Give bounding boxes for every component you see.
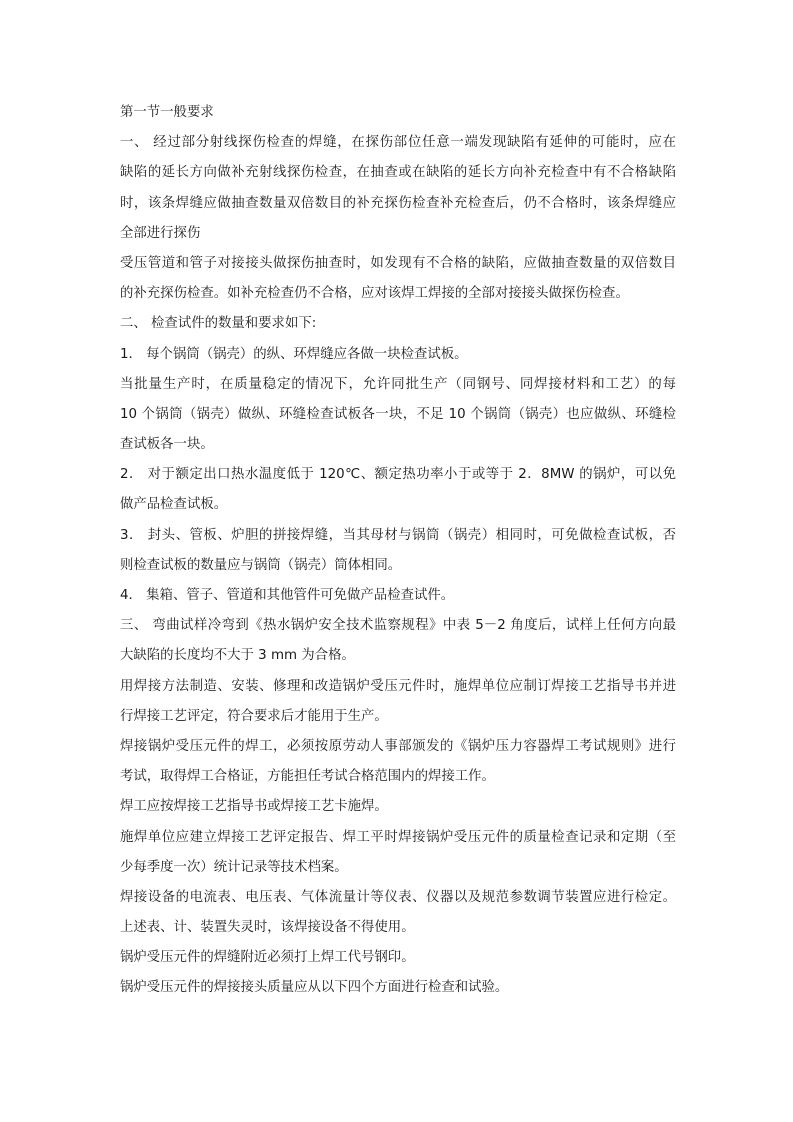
text-line: 3． 封头、管板、炉胆的拼接焊缝，当其母材与锅筒（锅壳）相同时，可免做检查试板，否 — [120, 527, 676, 543]
text-line: 焊接设备的电流表、电压表、气体流量计等仪表、仪器以及规范参数调节装置应进行检定。 — [120, 889, 676, 905]
text-line: 则检查试板的数量应与锅筒（锅壳）筒体相同。 — [120, 557, 402, 573]
text-line: 锅炉受压元件的焊接接头质量应从以下四个方面进行检查和试验。 — [120, 980, 509, 996]
text-line: 全部进行探伤 — [120, 225, 201, 241]
text-line: 少每季度一次）统计记录等技术档案。 — [120, 859, 348, 875]
text-line: 大缺陷的长度均不大于 3 mm 为合格。 — [120, 648, 355, 664]
text-line: 缺陷的延长方向做补充射线探伤检查，在抽查或在缺陷的延长方向补充检查中有不合格缺陷 — [120, 165, 676, 181]
text-line: 受压管道和管子对接接头做探伤抽查时，如发现有不合格的缺陷，应做抽查数量的双倍数目 — [120, 255, 676, 271]
text-line: 三、 弯曲试样冷弯到《热水锅炉安全技术监察规程》中表 5－2 角度后，试样上任何方向最 — [120, 618, 676, 634]
text-line: 锅炉受压元件的焊缝附近必须打上焊工代号钢印。 — [120, 950, 415, 966]
text-line: 焊工应按焊接工艺指导书或焊接工艺卡施焊。 — [120, 799, 388, 815]
text-line: 施焊单位应建立焊接工艺评定报告、焊工平时焊接锅炉受压元件的质量检查记录和定期（至 — [120, 829, 676, 845]
text-line: 的补充探伤检查。如补充检查仍不合格，应对该焊工焊接的全部对接接头做探伤检查。 — [120, 286, 629, 302]
text-line: 时，该条焊缝应做抽查数量双倍数目的补充探伤检查补充检查后，仍不合格时，该条焊缝应 — [120, 195, 676, 211]
text-line: 2． 对于额定出口热水温度低于 120℃、额定热功率小于或等于 2．8MW 的锅炉，可以免 — [120, 467, 676, 483]
text-line: 一、 经过部分射线探伤检查的焊缝，在探伤部位任意一端发现缺陷有延伸的可能时，应在 — [120, 135, 676, 151]
text-line: 二、 检查试件的数量和要求如下: — [120, 316, 317, 332]
text-line: 1． 每个锅筒（锅壳）的纵、环焊缝应各做一块检查试板。 — [120, 346, 468, 362]
text-line: 用焊接方法制造、安装、修理和改造锅炉受压元件时，施焊单位应制订焊接工艺指导书并进 — [120, 678, 676, 694]
text-line: 上述表、计、装置失灵时，该焊接设备不得使用。 — [120, 920, 415, 936]
text-line: 查试板各一块。 — [120, 437, 214, 453]
text-line: 10 个锅筒（锅壳）做纵、环缝检查试板各一块，不足 10 个锅筒（锅壳）也应做纵、环缝检 — [120, 406, 676, 422]
document-page — [120, 98, 676, 1004]
text-line: 做产品检查试板。 — [120, 497, 228, 513]
text-line: 考试，取得焊工合格证，方能担任考试合格范围内的焊接工作。 — [120, 769, 495, 785]
text-line: 当批量生产时，在质量稳定的情况下，允许同批生产（同钢号、同焊接材料和工艺）的每 — [120, 376, 676, 392]
text-line: 行焊接工艺评定，符合要求后才能用于生产。 — [120, 708, 388, 724]
text-line: 焊接锅炉受压元件的焊工，必须按原劳动人事部颁发的《锅炉压力容器焊工考试规则》进行 — [120, 738, 676, 754]
text-line: 4． 集箱、管子、管道和其他管件可免做产品检查试件。 — [120, 588, 455, 603]
text-line: 第一节一般要求 — [120, 105, 214, 120]
